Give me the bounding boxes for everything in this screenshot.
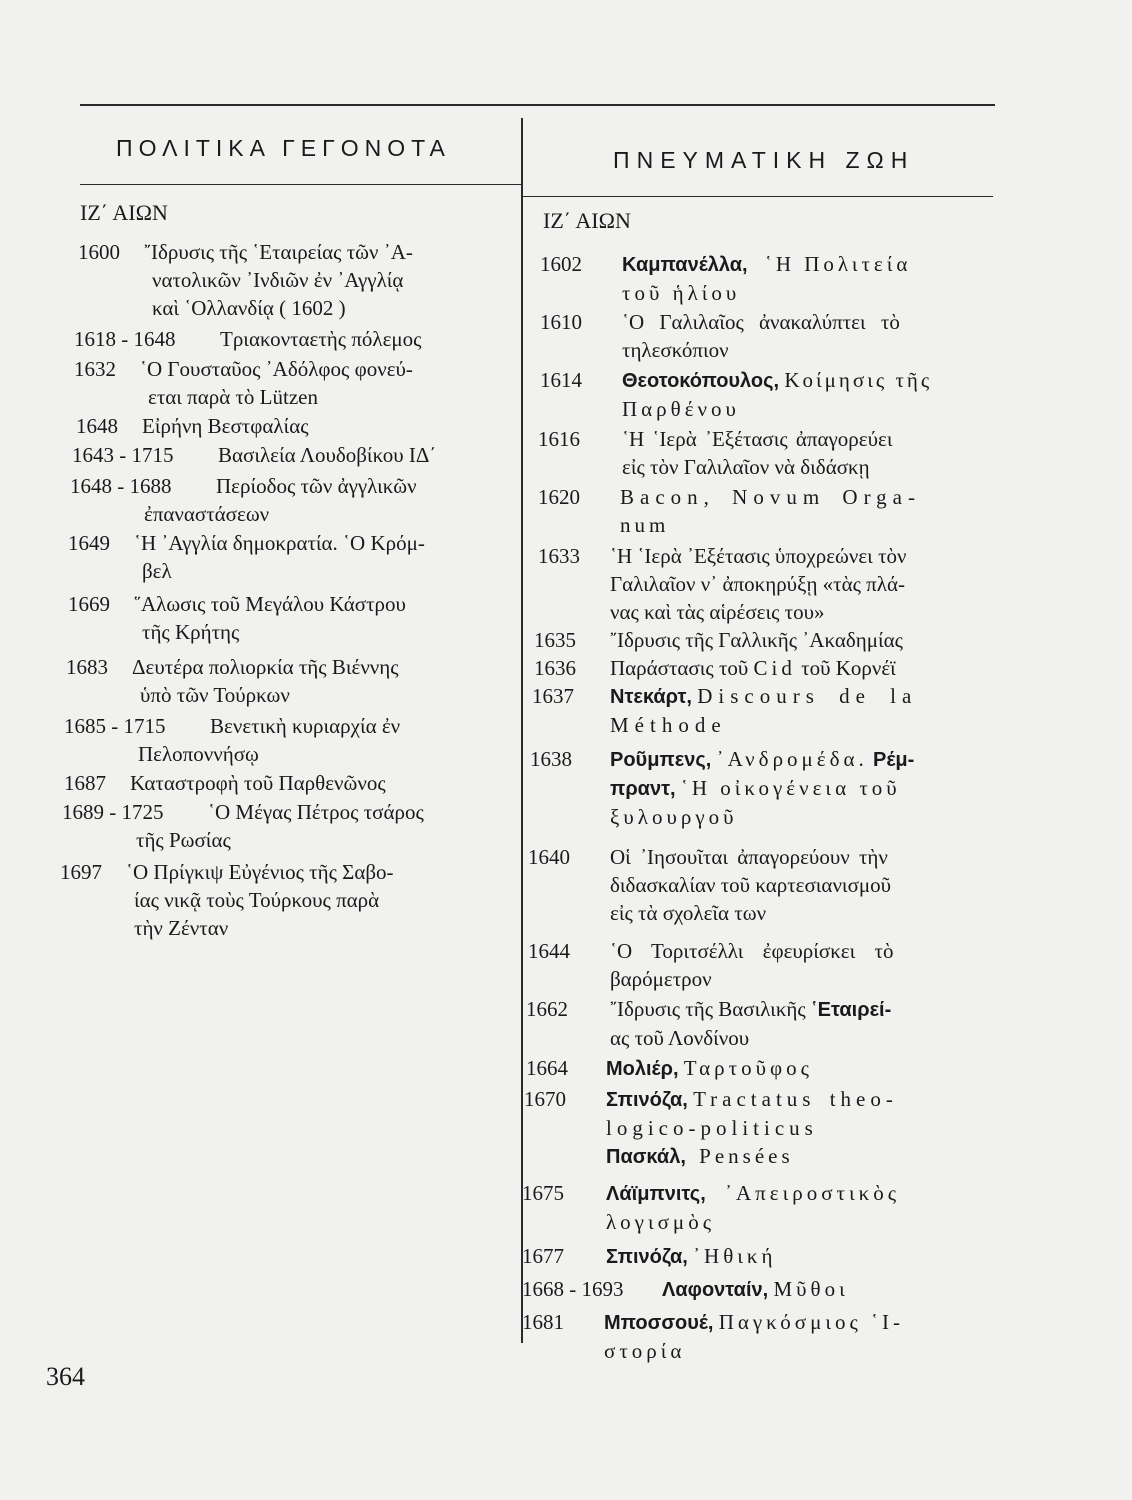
entry-text-line: τὴν Ζένταν [134, 916, 229, 940]
entry-1687 [64, 769, 504, 797]
entry-year: 1689 - 1725 [62, 800, 164, 824]
entry-text-line: νατολικῶν ᾿Ινδιῶν ἐν ᾿Αγγλίᾳ [152, 268, 404, 292]
entry-1669 [68, 590, 504, 646]
entry-text-line: ῎Ιδρυσις τῆς ῾Εταιρείας τῶν ᾿Α- [144, 240, 413, 264]
entry-1602: 1602 Καμπανέλλα, ῾Η Πολιτεία τοῦ ἡλίου [540, 252, 912, 305]
entry-text-line: βελ [142, 559, 172, 583]
top-rule [80, 104, 995, 106]
entry-1662: 1662 ῎Ιδρυσις τῆς Βασιλικῆς ῾Εταιρεί- ας τοῦ Λονδίνου [526, 997, 892, 1050]
entry-year: 1685 - 1715 [64, 714, 166, 738]
entry-year: 1669 [68, 592, 110, 616]
entry-year: 1648 [76, 414, 118, 438]
entry-1620: 1620 Bacon, Novum Orga- num [538, 485, 921, 537]
entry-1644: 1644 ῾Ο Τοριτσέλλι ἐφευρίσκει τὸ βαρόμετρον [528, 939, 894, 991]
entry-text-line: τῆς Κρήτης [142, 620, 240, 644]
entry-1616: 1616 ῾Η ῾Ιερὰ ᾿Εξέτασις ἀπαγορεύει εἰς τὸν Γαλιλαῖον νὰ διδάσκῃ [538, 427, 893, 479]
entry-year: 1600 [78, 240, 120, 264]
entry-text-line: Τριακονταετὴς πόλεμος [220, 327, 422, 351]
entry-text-line: ῾Ο Γουσταῦος ᾿Αδόλφος φονεύ- [140, 357, 413, 381]
column-divider [521, 118, 523, 1343]
left-column-header: ΠΟΛΙΤΙΚΑ ΓΕΓΟΝΟΤΑ [116, 135, 451, 161]
entry-1635: 1635 ῎Ιδρυσις τῆς Γαλλικῆς ᾿Ακαδημίας [534, 628, 903, 652]
entry-1643-1715 [72, 441, 504, 469]
entry-text-line: Δευτέρα πολιορκία τῆς Βιέννης [132, 655, 399, 679]
page-number: 364 [46, 1362, 85, 1391]
entry-text-line: Περίοδος τῶν ἀγγλικῶν [216, 474, 417, 498]
entry-text-line: Καταστροφὴ τοῦ Παρθενῶνος [130, 771, 386, 795]
right-column-header: ΠΝΕΥΜΑΤΙΚΗ ΖΩΗ [613, 147, 915, 173]
entry-1685-1715 [64, 712, 504, 768]
left-century-label: ΙΖ΄ ΑΙΩΝ [80, 200, 168, 225]
entry-year: 1683 [66, 655, 108, 679]
entry-year: 1632 [74, 357, 116, 381]
entry-year: 1697 [60, 860, 102, 884]
entry-text-line: Βενετικὴ κυριαρχία ἐν [210, 714, 401, 738]
left-header-rule [80, 184, 522, 185]
entry-1610: 1610 ῾Ο Γαλιλαῖος ἀνακαλύπτει τὸ τηλεσκόπιον [540, 310, 900, 362]
entry-text-line: τῆς Ρωσίας [136, 828, 231, 852]
entry-1683 [66, 653, 504, 709]
entry-text-line: καὶ ῾Ολλανδίᾳ ( 1602 ) [152, 296, 346, 320]
entry-1638: 1638 Ροῦμπενς, ᾿Ανδρομέδα. Ρέμ- πραντ, ῾Η οἰκογένεια τοῦ ξυλουργοῦ [530, 747, 915, 829]
entry-1632 [74, 355, 504, 411]
right-column-entries [522, 250, 993, 1365]
entry-1681: 1681 Μποσσουέ, Παγκόσμιος ῾Ι- στορία [522, 1310, 905, 1363]
entry-1614: 1614 Θεοτοκόπουλος, Κοίμησις τῆς Παρθένου [540, 368, 933, 421]
entry-1675: 1675 Λάϊμπνιτς, ᾿Απειροστικὸς λογισμὸς [522, 1181, 901, 1234]
entry-1637: 1637 Ντεκάρτ, Discours de la Méthode [532, 684, 918, 737]
right-header-rule [523, 196, 993, 197]
entry-text-line: ίας νικᾷ τοὺς Τούρκους παρὰ [134, 888, 380, 912]
entry-year: 1618 - 1648 [74, 327, 176, 351]
entry-text-line: ῞Αλωσις τοῦ Μεγάλου Κάστρου [134, 592, 406, 616]
entry-text-line: ἐπαναστάσεων [144, 502, 270, 526]
entry-1649 [68, 529, 504, 585]
entry-text-line: ὑπὸ τῶν Τούρκων [140, 683, 290, 707]
entry-1648-1688 [70, 472, 504, 528]
entry-1636: 1636 Παράστασις τοῦ Cid τοῦ Κορνέϊ [534, 656, 896, 680]
left-column-entries [60, 238, 504, 942]
right-century-label: ΙΖ΄ ΑΙΩΝ [543, 208, 631, 233]
entry-text-line: ῾Η ᾿Αγγλία δημοκρατία. ῾Ο Κρόμ- [134, 531, 425, 555]
entry-year: 1648 - 1688 [70, 474, 172, 498]
entry-1689-1725 [62, 798, 504, 854]
entry-1618-1648 [74, 325, 504, 353]
entry-text-line: ῾Ο Πρίγκιψ Εὐγένιος τῆς Σαβο- [126, 860, 394, 884]
entry-text-line: εται παρὰ τὸ Lützen [148, 385, 318, 409]
entry-1668-1693: 1668 - 1693 Λαφονταίν, Μῦθοι [522, 1277, 849, 1301]
entry-1664: 1664 Μολιέρ, Ταρτοῦφος [526, 1056, 813, 1080]
entry-text-line: Βασιλεία Λουδοβίκου ΙΔ΄ [218, 443, 437, 467]
entry-year: 1687 [64, 771, 106, 795]
entry-1648 [76, 412, 504, 440]
entry-1640: 1640 Οἱ ᾿Ιησουῖται ἀπαγορεύουν τὴν διδασκαλίαν τοῦ καρτεσιανισμοῦ εἰς τὰ σχολεῖα των [528, 845, 892, 925]
entry-text-line: Πελοποννήσῳ [138, 742, 259, 766]
entry-text-line: Εἰρήνη Βεστφαλίας [142, 414, 309, 438]
entry-1633: 1633 ῾Η ῾Ιερὰ ᾿Εξέτασις ὑποχρεώνει τὸν Γαλιλαῖον ν᾿ ἀποκηρύξῃ «τὰς πλά- νας καὶ τὰς αἱρέσεις του» [538, 544, 907, 624]
entry-year: 1643 - 1715 [72, 443, 174, 467]
entry-year: 1649 [68, 531, 110, 555]
entry-1670: 1670 Σπινόζα, Tractatus theo- logico-politicus Πασκάλ, Pensées [524, 1087, 898, 1168]
entry-1600 [78, 238, 504, 322]
entry-1697 [60, 858, 504, 942]
entry-text-line: ῾Ο Μέγας Πέτρος τσάρος [208, 800, 424, 824]
entry-1677: 1677 Σπινόζα, ᾿Ηθική [522, 1244, 777, 1268]
